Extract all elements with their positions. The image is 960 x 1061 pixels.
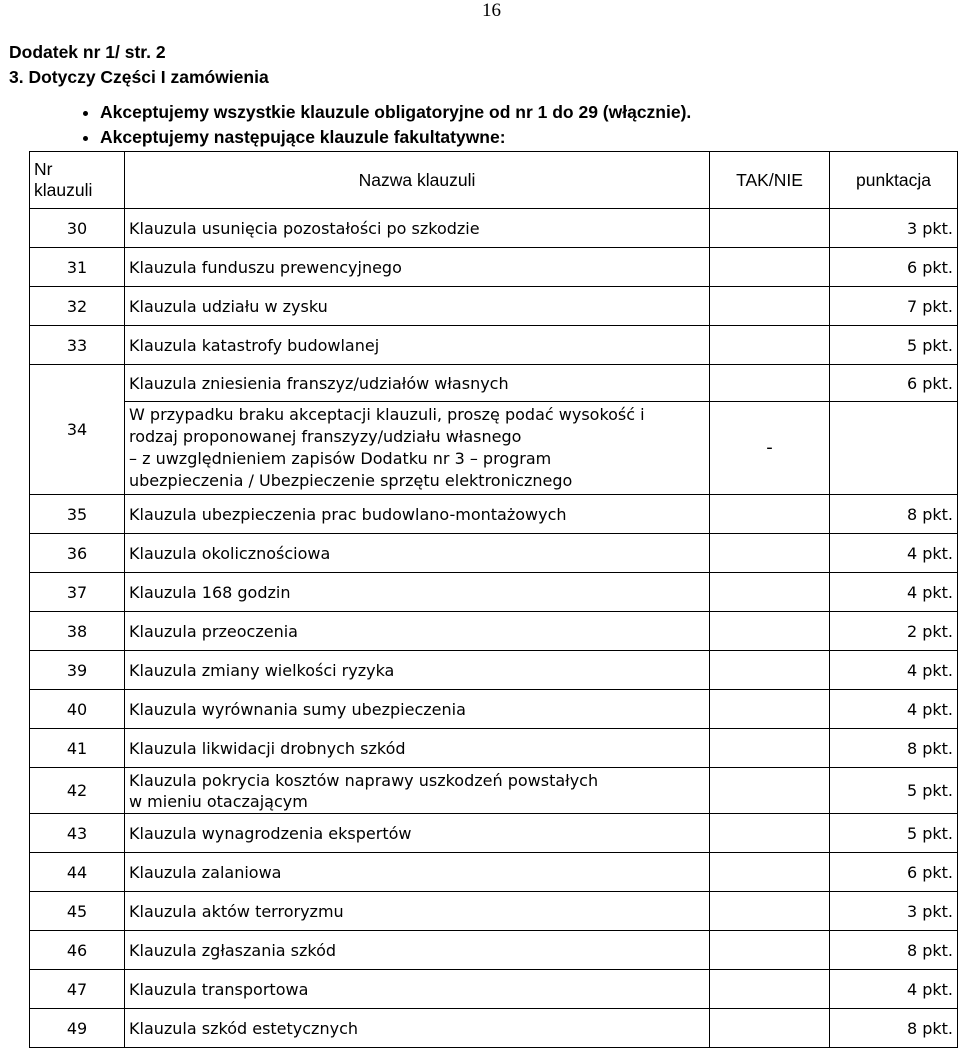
clause-number: 30 [30, 209, 125, 248]
clause-name: Klauzula udziału w zysku [125, 287, 710, 326]
bullet-optional-clauses: • Akceptujemy następujące klauzule fakultatywne: [100, 125, 691, 150]
clause-name-line1: Klauzula pokrycia kosztów naprawy uszkodzeń powstałych [129, 770, 599, 790]
tak-nie-cell[interactable] [710, 690, 830, 729]
clause-points: 4 pkt. [830, 573, 958, 612]
clause-name: Klauzula 168 godzin [125, 573, 710, 612]
clause-name: Klauzula okolicznościowa [125, 534, 710, 573]
table-row [30, 326, 958, 365]
clause-name: Klauzula aktów terroryzmu [125, 892, 710, 931]
page-number: 16 [482, 0, 501, 21]
table-row [30, 690, 958, 729]
clause-number: 43 [30, 814, 125, 853]
header-points: punktacja [830, 152, 958, 209]
header-nr-line2: klauzuli [34, 180, 93, 200]
clause-name: Klauzula funduszu prewencyjnego [125, 248, 710, 287]
tak-nie-cell[interactable] [710, 573, 830, 612]
clause-number: 36 [30, 534, 125, 573]
clause-number: 41 [30, 729, 125, 768]
clause-number: 44 [30, 853, 125, 892]
clause-name: Klauzula szkód estetycznych [125, 1009, 710, 1048]
clause-points: 4 pkt. [830, 970, 958, 1009]
tak-nie-dash: - [710, 402, 830, 495]
deductible-input-cell[interactable] [830, 402, 958, 495]
clause-points: 7 pkt. [830, 287, 958, 326]
clause-name: Klauzula zalaniowa [125, 853, 710, 892]
tak-nie-cell[interactable] [710, 534, 830, 573]
clause-points: 4 pkt. [830, 690, 958, 729]
clause-points: 6 pkt. [830, 365, 958, 402]
table-row [30, 853, 958, 892]
clause-number: 39 [30, 651, 125, 690]
table-row [30, 1009, 958, 1048]
table-row [30, 970, 958, 1009]
clause-points: 5 pkt. [830, 814, 958, 853]
clause-number: 46 [30, 931, 125, 970]
clause-name: Klauzula usunięcia pozostałości po szkodzie [125, 209, 710, 248]
clause-points: 4 pkt. [830, 651, 958, 690]
header-nr-line1: Nr [34, 159, 53, 179]
clause-name: Klauzula likwidacji drobnych szkód [125, 729, 710, 768]
clause-number: 47 [30, 970, 125, 1009]
clause-name: Klauzula katastrofy budowlanej [125, 326, 710, 365]
clause-points: 8 pkt. [830, 495, 958, 534]
tak-nie-cell[interactable] [710, 326, 830, 365]
table-row [30, 729, 958, 768]
clause-number: 42 [30, 768, 125, 814]
table-row-34-deductible [30, 402, 958, 495]
clause-number: 37 [30, 573, 125, 612]
header-clause-number [30, 152, 125, 209]
table-row [30, 931, 958, 970]
clause-name: Klauzula zniesienia franszyz/udziałów własnych [125, 365, 710, 402]
tak-nie-cell[interactable] [710, 248, 830, 287]
bullet-obligatory-clauses: • Akceptujemy wszystkie klauzule obligatoryjne od nr 1 do 29 (włącznie). [100, 100, 691, 125]
acceptance-bullet-list [55, 100, 691, 150]
tak-nie-cell[interactable] [710, 287, 830, 326]
deductible-note-line1: W przypadku braku akceptacji klauzuli, proszę podać wysokość i [129, 405, 645, 424]
clause-points: 8 pkt. [830, 931, 958, 970]
tak-nie-cell[interactable] [710, 892, 830, 931]
deductible-note-line3: – z uwzględnieniem zapisów Dodatku nr 3 – program [129, 449, 552, 468]
clause-number: 31 [30, 248, 125, 287]
clause-number: 45 [30, 892, 125, 931]
deductible-note-line2: rodzaj proponowanej franszyzy/udziału własnego [129, 427, 522, 446]
tak-nie-cell[interactable] [710, 729, 830, 768]
clause-points: 4 pkt. [830, 534, 958, 573]
table-row [30, 814, 958, 853]
clause-name: Klauzula transportowa [125, 970, 710, 1009]
tak-nie-cell[interactable] [710, 1009, 830, 1048]
tak-nie-cell[interactable] [710, 495, 830, 534]
clause-number: 35 [30, 495, 125, 534]
table-row [30, 534, 958, 573]
clause-name: Klauzula wynagrodzenia ekspertów [125, 814, 710, 853]
clause-name: Klauzula ubezpieczenia prac budowlano-montażowych [125, 495, 710, 534]
clause-name: Klauzula zmiany wielkości ryzyka [125, 651, 710, 690]
clause-number: 32 [30, 287, 125, 326]
table-row-42 [30, 768, 958, 814]
clause-points: 6 pkt. [830, 853, 958, 892]
table-row [30, 612, 958, 651]
table-row [30, 573, 958, 612]
clause-number: 49 [30, 1009, 125, 1048]
clause-points: 5 pkt. [830, 768, 958, 814]
clause-points: 5 pkt. [830, 326, 958, 365]
table-row [30, 495, 958, 534]
clause-name-line2: w mieniu otaczającym [129, 791, 308, 811]
table-row [30, 287, 958, 326]
table-header-row [30, 152, 958, 209]
tak-nie-cell[interactable] [710, 768, 830, 814]
clause-name: Klauzula wyrównania sumy ubezpieczenia [125, 690, 710, 729]
deductible-note-line4: ubezpieczenia / Ubezpieczenie sprzętu elektronicznego [129, 471, 573, 490]
table-row-34 [30, 365, 958, 402]
clause-name [125, 768, 710, 814]
tak-nie-cell[interactable] [710, 853, 830, 892]
header-tak-nie: TAK/NIE [710, 152, 830, 209]
clause-points: 3 pkt. [830, 209, 958, 248]
tak-nie-cell[interactable] [710, 209, 830, 248]
deductible-note [125, 402, 710, 495]
header-clause-name: Nazwa klauzuli [125, 152, 710, 209]
table-row [30, 892, 958, 931]
clause-points: 8 pkt. [830, 729, 958, 768]
table-row [30, 209, 958, 248]
clause-points: 2 pkt. [830, 612, 958, 651]
tak-nie-cell[interactable] [710, 931, 830, 970]
clause-number: 40 [30, 690, 125, 729]
tak-nie-cell[interactable] [710, 970, 830, 1009]
document-heading-section: 3. Dotyczy Części I zamówienia [9, 67, 269, 87]
tak-nie-cell[interactable] [710, 365, 830, 402]
clause-name: Klauzula zgłaszania szkód [125, 931, 710, 970]
tak-nie-cell[interactable] [710, 651, 830, 690]
clause-points: 6 pkt. [830, 248, 958, 287]
clause-number: 33 [30, 326, 125, 365]
tak-nie-cell[interactable] [710, 612, 830, 651]
clause-points: 3 pkt. [830, 892, 958, 931]
clause-number: 38 [30, 612, 125, 651]
document-heading-appendix: Dodatek nr 1/ str. 2 [9, 42, 166, 62]
clause-name: Klauzula przeoczenia [125, 612, 710, 651]
table-row [30, 248, 958, 287]
clauses-table [29, 151, 958, 1048]
clause-points: 8 pkt. [830, 1009, 958, 1048]
table-row [30, 651, 958, 690]
clause-number: 34 [30, 365, 125, 495]
tak-nie-cell[interactable] [710, 814, 830, 853]
